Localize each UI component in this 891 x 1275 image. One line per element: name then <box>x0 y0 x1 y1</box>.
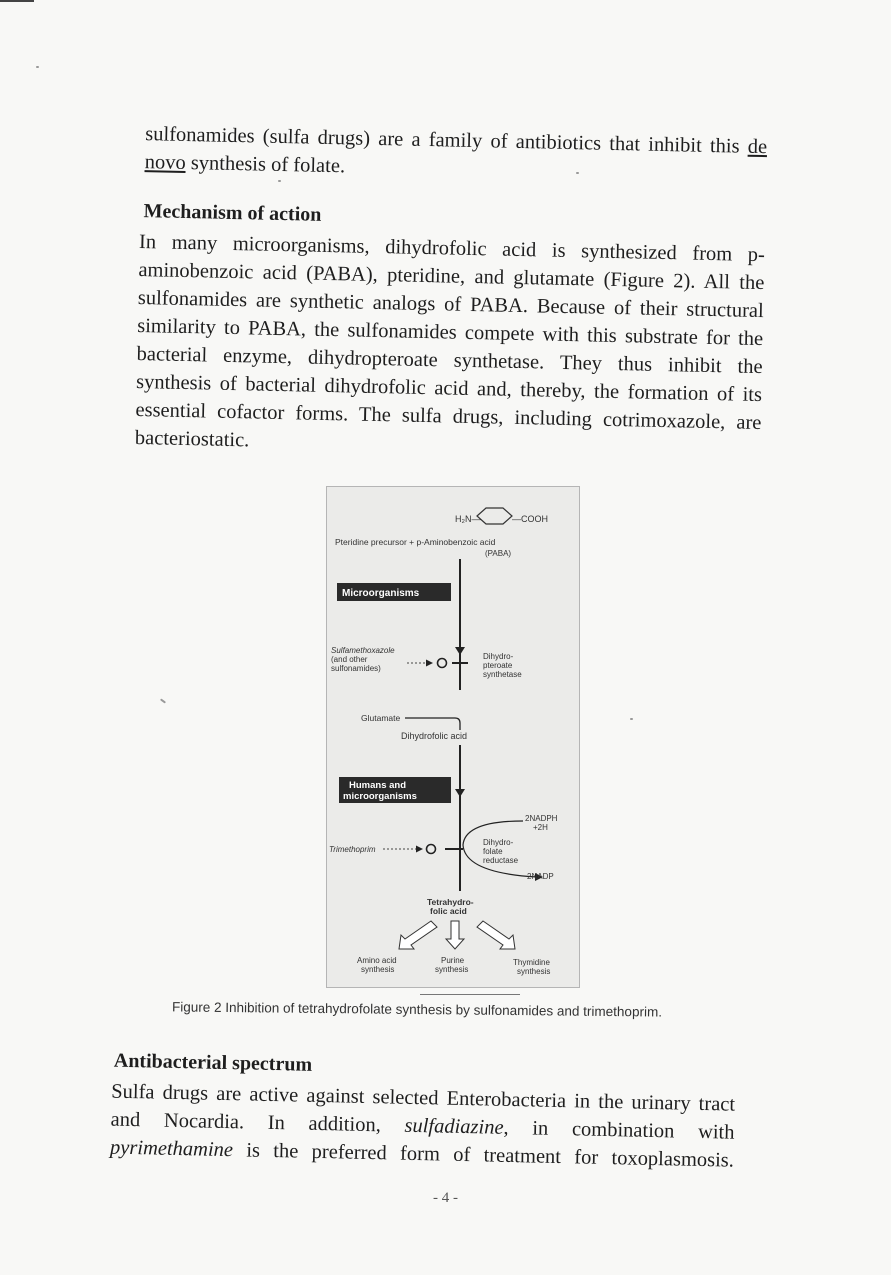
nadp-label: 2NADP <box>527 872 554 881</box>
product-1-line-2: synthesis <box>361 965 395 974</box>
glutamate-arrow <box>405 718 460 730</box>
enzyme-1-line-3: synthetase <box>483 670 522 679</box>
caption-rule <box>420 994 520 995</box>
folate-pathway-figure <box>326 486 580 988</box>
trimethoprim-label: Trimethoprim <box>329 845 376 854</box>
enzyme-2-line-2: folate <box>483 847 503 856</box>
page-number: - 4 - <box>433 1190 458 1206</box>
pathway-diagram <box>327 487 579 987</box>
product-2-line-1: Purine <box>441 956 465 965</box>
humans-label-line-2: microorganisms <box>343 791 417 802</box>
product-3-line-1: Thymidine <box>513 958 550 967</box>
benzene-ring <box>477 508 512 524</box>
thf-line-2: folic acid <box>430 906 467 916</box>
amino-acid-arrow <box>399 921 437 949</box>
spectrum-line-2-end: , in combination with <box>503 1116 735 1144</box>
intro-paragraph <box>144 120 767 189</box>
product-3-line-2: synthesis <box>517 967 551 976</box>
arrowhead-2 <box>455 789 465 797</box>
de-novo-term: de novo <box>144 135 768 174</box>
product-arrows <box>399 921 515 949</box>
enzyme-2-line-3: reductase <box>483 856 519 865</box>
mechanism-heading: Mechanism of action <box>143 200 322 226</box>
arrowhead-1 <box>455 647 465 655</box>
paba-abbrev: (PABA) <box>485 549 512 558</box>
figure-caption: Figure 2 Inhibition of tetrahydrofolate synthesis by sulfonamides and trimethoprim. <box>171 999 663 1020</box>
intro-text-after: synthesis of folate. <box>185 151 346 178</box>
humans-label-line-1: Humans and <box>349 780 407 791</box>
inhibition-symbol-2 <box>427 845 436 854</box>
spectrum-heading: Antibacterial spectrum <box>113 1049 313 1076</box>
sulfonamides-label: sulfonamides) <box>331 664 381 673</box>
thymidine-arrow <box>477 921 515 949</box>
plus-2h-label: +2H <box>533 823 548 832</box>
paba-formula-right: —COOH <box>512 514 548 524</box>
intro-text-before: sulfonamides (sulfa drugs) are a family of antibiotics that inhibit this <box>145 123 749 158</box>
spectrum-line-3-end: is the preferred form of treatment for toxoplasmosis. <box>232 1139 735 1172</box>
spectrum-paragraph <box>110 1078 736 1175</box>
enzyme-1-line-1: Dihydro- <box>483 652 514 661</box>
pyrimethamine-term: pyrimethamine <box>109 1136 234 1162</box>
sulfadiazine-term: sulfadiazine <box>404 1114 504 1139</box>
mechanism-paragraph: In many microorganisms, dihydrofolic acid is synthesized from p-aminobenzoic acid (PABA), pteridine, and glutamate (Figure 2). All the sulfonamides are synthetic analogs of PABA. Because of their structural similarity to PABA, the sulfonamides compete with this substrate for the bacterial enzyme, dihydropteroate synthetase. They thus inhibit the synthesis of bacterial dihydrofolic acid and, thereby, the formation of its essential cofactor forms. The sulfa drugs, including cotrimoxazole, are bacteriostatic. <box>134 231 766 452</box>
product-2-line-2: synthesis <box>435 965 469 974</box>
inhibition-symbol-1 <box>438 659 447 668</box>
thf-line-1: Tetrahydro- <box>427 897 474 907</box>
microorganisms-label: Microorganisms <box>342 588 420 599</box>
product-1-line-1: Amino acid <box>357 956 397 965</box>
enzyme-2-line-1: Dihydro- <box>483 838 514 847</box>
spectrum-line-1: Sulfa drugs are active against selected Enterobacteria in the urinary tract <box>110 1080 736 1116</box>
spectrum-line-2-start: and Nocardia. In addition, <box>110 1108 405 1137</box>
purine-arrow <box>446 921 464 949</box>
sulfamethoxazole-label: Sulfamethoxazole <box>331 646 395 655</box>
and-other-label: (and other <box>331 655 368 664</box>
dihydrofolic-acid-label: Dihydrofolic acid <box>401 731 468 741</box>
pteridine-paba-line: Pteridine precursor + p-Aminobenzoic acid <box>335 537 496 547</box>
paba-formula-left: H₂N— <box>455 514 481 524</box>
enzyme-1-line-2: pteroate <box>483 661 513 670</box>
glutamate-label: Glutamate <box>361 713 401 723</box>
nadph-label: 2NADPH <box>525 814 558 823</box>
